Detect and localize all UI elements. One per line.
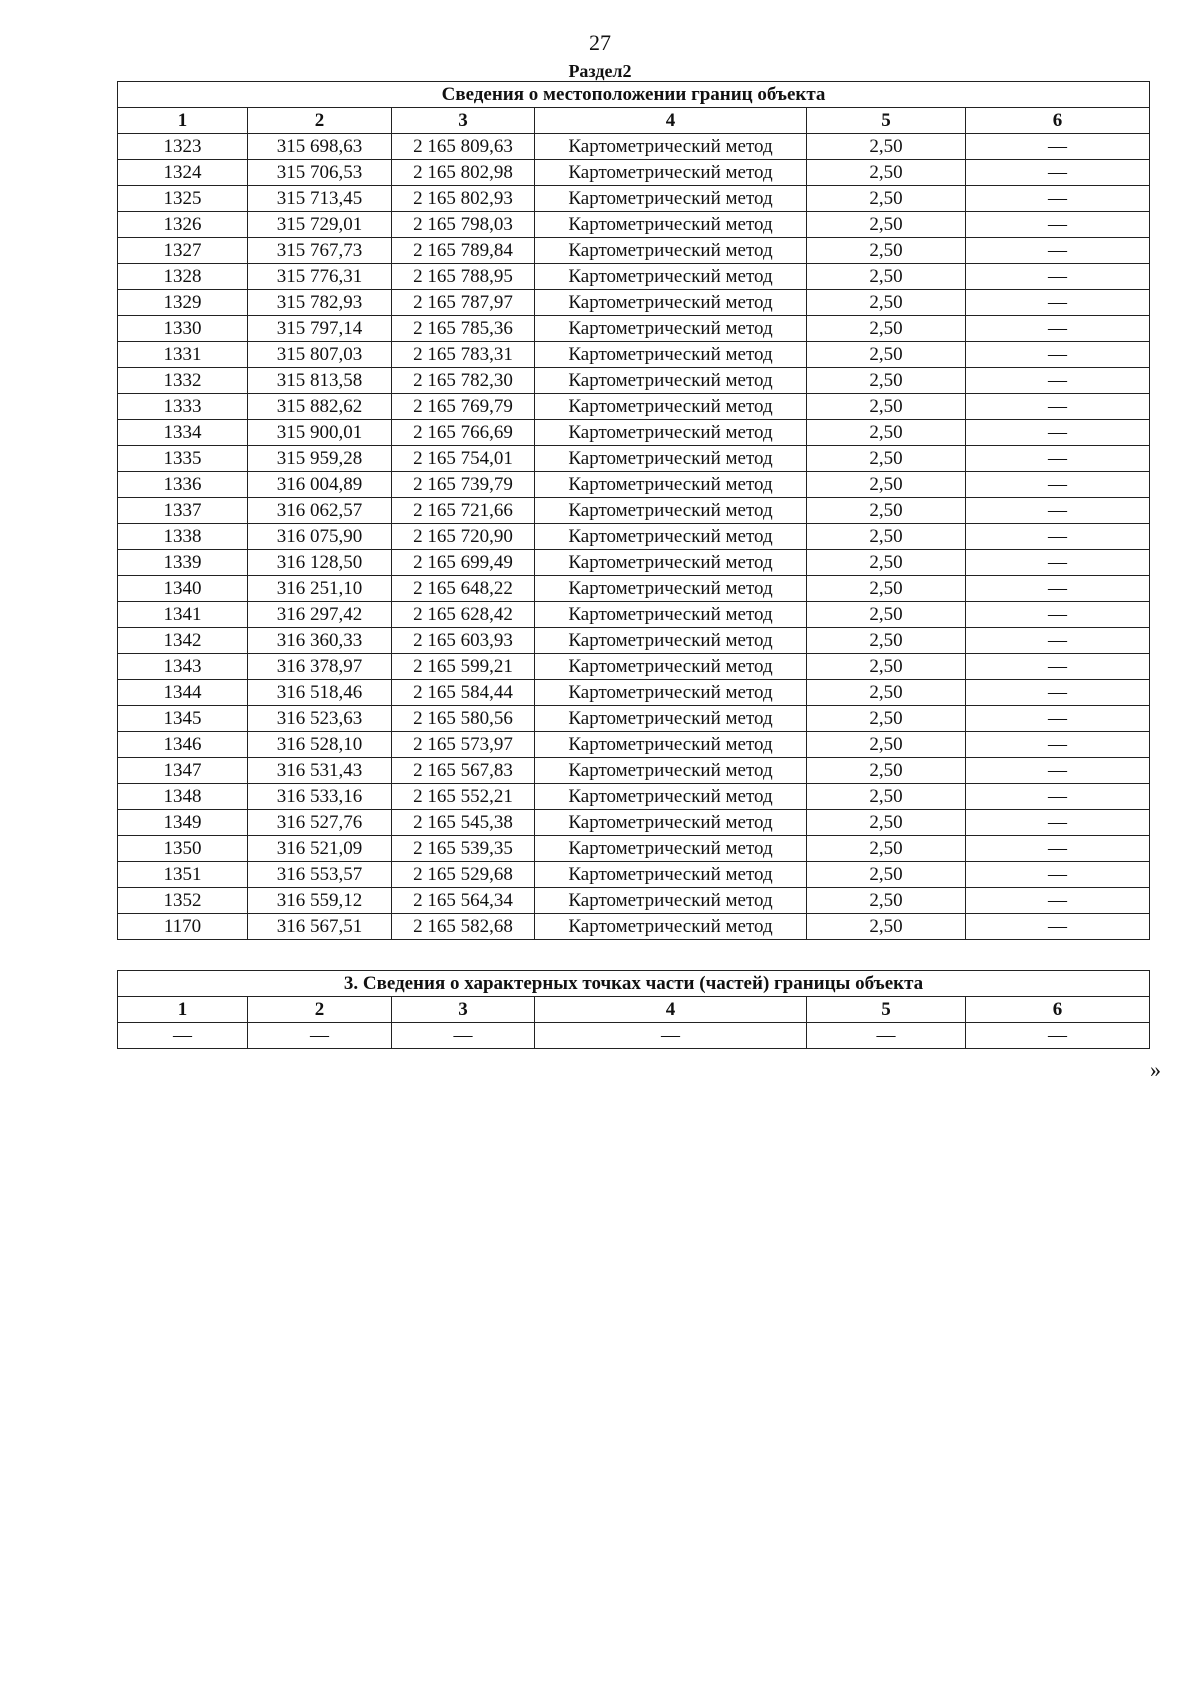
table-header-row xyxy=(118,108,1150,134)
table-cell: — xyxy=(966,602,1150,628)
table-cell: — xyxy=(966,732,1150,758)
table-cell: 2 165 599,21 xyxy=(392,654,535,680)
column-header: 5 xyxy=(807,997,966,1023)
table-cell: 316 527,76 xyxy=(248,810,392,836)
table-cell: — xyxy=(966,654,1150,680)
table-cell: 2,50 xyxy=(807,706,966,732)
table-cell: 315 782,93 xyxy=(248,290,392,316)
table-row xyxy=(118,758,1150,784)
table-row xyxy=(118,316,1150,342)
table-cell: 2,50 xyxy=(807,290,966,316)
table-cell: 2 165 545,38 xyxy=(392,810,535,836)
column-header: 6 xyxy=(966,997,1150,1023)
table-cell: 315 706,53 xyxy=(248,160,392,186)
table-cell: 315 729,01 xyxy=(248,212,392,238)
table-cell: — xyxy=(966,758,1150,784)
table-cell: Картометрический метод xyxy=(535,446,807,472)
table-cell: Картометрический метод xyxy=(535,914,807,940)
table-cell: — xyxy=(966,238,1150,264)
column-header: 3 xyxy=(392,997,535,1023)
table-cell: Картометрический метод xyxy=(535,498,807,524)
table-cell: 2,50 xyxy=(807,368,966,394)
table-cell: 2,50 xyxy=(807,498,966,524)
table-cell: 1334 xyxy=(118,420,248,446)
table-cell: 2 165 754,01 xyxy=(392,446,535,472)
table-cell: 1332 xyxy=(118,368,248,394)
table-cell: — xyxy=(966,342,1150,368)
boundary-location-table xyxy=(117,81,1150,940)
table-cell: 2,50 xyxy=(807,420,966,446)
table-cell: 2 165 769,79 xyxy=(392,394,535,420)
table-cell: — xyxy=(966,888,1150,914)
table-cell: — xyxy=(966,810,1150,836)
table-cell: 2,50 xyxy=(807,784,966,810)
table-cell: 1350 xyxy=(118,836,248,862)
column-header: 4 xyxy=(535,108,807,134)
table-cell: 315 797,14 xyxy=(248,316,392,342)
table-cell: — xyxy=(966,316,1150,342)
table-cell: 1330 xyxy=(118,316,248,342)
table-cell: 2,50 xyxy=(807,576,966,602)
table-cell: 315 882,62 xyxy=(248,394,392,420)
table-cell: 2 165 564,34 xyxy=(392,888,535,914)
table-cell: 315 713,45 xyxy=(248,186,392,212)
table-cell: 2 165 787,97 xyxy=(392,290,535,316)
table-cell: 2 165 739,79 xyxy=(392,472,535,498)
table-cell: 1342 xyxy=(118,628,248,654)
table-row xyxy=(118,836,1150,862)
table-cell: 2,50 xyxy=(807,394,966,420)
table-cell: 2,50 xyxy=(807,914,966,940)
table-cell: 2 165 720,90 xyxy=(392,524,535,550)
table-cell: — xyxy=(392,1023,535,1049)
table-cell: 2 165 539,35 xyxy=(392,836,535,862)
table-row xyxy=(118,498,1150,524)
table-cell: Картометрический метод xyxy=(535,342,807,368)
table-cell: Картометрический метод xyxy=(535,836,807,862)
table-cell: Картометрический метод xyxy=(535,368,807,394)
table-cell: Картометрический метод xyxy=(535,186,807,212)
table-cell: — xyxy=(966,784,1150,810)
table-cell: 2 165 582,68 xyxy=(392,914,535,940)
table-cell: 2 165 783,31 xyxy=(392,342,535,368)
table-cell: 2,50 xyxy=(807,472,966,498)
table-cell: 2,50 xyxy=(807,862,966,888)
table-cell: 2,50 xyxy=(807,758,966,784)
table-cell: Картометрический метод xyxy=(535,784,807,810)
table-cell: 1326 xyxy=(118,212,248,238)
table-caption: Сведения о местоположении границ объекта xyxy=(118,82,1150,108)
table-cell: 2,50 xyxy=(807,836,966,862)
table-row xyxy=(118,186,1150,212)
table-row xyxy=(118,784,1150,810)
table-cell: 2 165 782,30 xyxy=(392,368,535,394)
table-cell: — xyxy=(966,472,1150,498)
table-cell: 316 297,42 xyxy=(248,602,392,628)
table-cell: — xyxy=(248,1023,392,1049)
table-cell: 1351 xyxy=(118,862,248,888)
table-cell: Картометрический метод xyxy=(535,758,807,784)
table-cell: 2 165 785,36 xyxy=(392,316,535,342)
table-cell: 2 165 580,56 xyxy=(392,706,535,732)
table-cell: 2,50 xyxy=(807,264,966,290)
table-cell: Картометрический метод xyxy=(535,316,807,342)
table-cell: 2,50 xyxy=(807,446,966,472)
table-cell: Картометрический метод xyxy=(535,524,807,550)
table-cell: — xyxy=(966,394,1150,420)
table-cell: 316 533,16 xyxy=(248,784,392,810)
table-cell: 1335 xyxy=(118,446,248,472)
table-cell: 1343 xyxy=(118,654,248,680)
table-cell: Картометрический метод xyxy=(535,394,807,420)
table-cell: 316 531,43 xyxy=(248,758,392,784)
table-row xyxy=(118,160,1150,186)
table-cell: Картометрический метод xyxy=(535,420,807,446)
table-caption-row xyxy=(118,82,1150,108)
table-cell: — xyxy=(966,836,1150,862)
table-row xyxy=(118,914,1150,940)
table-cell: 316 523,63 xyxy=(248,706,392,732)
table-header-row xyxy=(118,997,1150,1023)
table-row xyxy=(118,810,1150,836)
column-header: 2 xyxy=(248,108,392,134)
table-cell: 1344 xyxy=(118,680,248,706)
table-cell: 2,50 xyxy=(807,602,966,628)
table-row xyxy=(118,446,1150,472)
table-caption: 3. Сведения о характерных точках части (частей) границы объекта xyxy=(118,971,1150,997)
table-cell: 2,50 xyxy=(807,888,966,914)
table-row xyxy=(118,238,1150,264)
table-cell: Картометрический метод xyxy=(535,602,807,628)
table-cell: 2 165 721,66 xyxy=(392,498,535,524)
table-cell: 316 567,51 xyxy=(248,914,392,940)
table-cell: 316 521,09 xyxy=(248,836,392,862)
table-cell: 1345 xyxy=(118,706,248,732)
table-cell: 316 075,90 xyxy=(248,524,392,550)
table-row xyxy=(118,394,1150,420)
table-cell: Картометрический метод xyxy=(535,862,807,888)
table-cell: 1338 xyxy=(118,524,248,550)
table-cell: Картометрический метод xyxy=(535,264,807,290)
table-cell: 1337 xyxy=(118,498,248,524)
table-cell: Картометрический метод xyxy=(535,680,807,706)
table-cell: 1341 xyxy=(118,602,248,628)
column-header: 5 xyxy=(807,108,966,134)
table-cell: 315 776,31 xyxy=(248,264,392,290)
table-row xyxy=(118,680,1150,706)
table-cell: Картометрический метод xyxy=(535,810,807,836)
column-header: 4 xyxy=(535,997,807,1023)
table-cell: 1333 xyxy=(118,394,248,420)
table-cell: 316 128,50 xyxy=(248,550,392,576)
table-cell: — xyxy=(966,576,1150,602)
table-cell: Картометрический метод xyxy=(535,654,807,680)
table-cell: 2,50 xyxy=(807,186,966,212)
table-cell: 2 165 628,42 xyxy=(392,602,535,628)
table-row xyxy=(118,290,1150,316)
table-cell: — xyxy=(966,420,1150,446)
table-cell: — xyxy=(966,524,1150,550)
table-row xyxy=(118,576,1150,602)
table-cell: 2 165 802,98 xyxy=(392,160,535,186)
table-cell: — xyxy=(966,1023,1150,1049)
table-cell: — xyxy=(966,186,1150,212)
table-cell: 2,50 xyxy=(807,810,966,836)
table-cell: 316 062,57 xyxy=(248,498,392,524)
table-cell: — xyxy=(807,1023,966,1049)
table-cell: 2,50 xyxy=(807,160,966,186)
table-cell: 315 698,63 xyxy=(248,134,392,160)
table-cell: 2,50 xyxy=(807,732,966,758)
table-cell: — xyxy=(966,914,1150,940)
table-cell: 2 165 809,63 xyxy=(392,134,535,160)
column-header: 1 xyxy=(118,108,248,134)
table-cell: — xyxy=(966,160,1150,186)
table-cell: — xyxy=(966,368,1150,394)
table-cell: 316 360,33 xyxy=(248,628,392,654)
table-cell: 2 165 603,93 xyxy=(392,628,535,654)
table-cell: 2,50 xyxy=(807,342,966,368)
table-cell: 1347 xyxy=(118,758,248,784)
table-cell: 1328 xyxy=(118,264,248,290)
table-cell: — xyxy=(966,706,1150,732)
table-row xyxy=(118,524,1150,550)
table-cell: Картометрический метод xyxy=(535,888,807,914)
table-cell: — xyxy=(535,1023,807,1049)
table-cell: 316 378,97 xyxy=(248,654,392,680)
table-cell: Картометрический метод xyxy=(535,472,807,498)
table-cell: Картометрический метод xyxy=(535,238,807,264)
table-cell: — xyxy=(966,264,1150,290)
table-row xyxy=(118,654,1150,680)
table-cell: 315 767,73 xyxy=(248,238,392,264)
table-cell: 1170 xyxy=(118,914,248,940)
table-cell: 2 165 567,83 xyxy=(392,758,535,784)
table-cell: 2,50 xyxy=(807,680,966,706)
table-cell: — xyxy=(966,446,1150,472)
table-cell: 1349 xyxy=(118,810,248,836)
table-cell: Картометрический метод xyxy=(535,134,807,160)
table-cell: 315 900,01 xyxy=(248,420,392,446)
page-number: 27 xyxy=(589,30,611,55)
table-cell: 2,50 xyxy=(807,316,966,342)
table-cell: — xyxy=(966,628,1150,654)
table-cell: 2 165 798,03 xyxy=(392,212,535,238)
table-cell: 315 813,58 xyxy=(248,368,392,394)
table-cell: 2,50 xyxy=(807,238,966,264)
table-cell: 2 165 552,21 xyxy=(392,784,535,810)
table-cell: 1339 xyxy=(118,550,248,576)
table-row xyxy=(118,862,1150,888)
table-cell: 1327 xyxy=(118,238,248,264)
table-cell: 1336 xyxy=(118,472,248,498)
table-cell: 2 165 766,69 xyxy=(392,420,535,446)
table-cell: 2,50 xyxy=(807,134,966,160)
table-cell: Картометрический метод xyxy=(535,550,807,576)
table-cell: 316 004,89 xyxy=(248,472,392,498)
table-row xyxy=(118,342,1150,368)
table-cell: 1346 xyxy=(118,732,248,758)
column-header: 2 xyxy=(248,997,392,1023)
table-cell: — xyxy=(966,862,1150,888)
column-header: 6 xyxy=(966,108,1150,134)
table-row xyxy=(118,602,1150,628)
table-cell: 1340 xyxy=(118,576,248,602)
table-cell: — xyxy=(966,212,1150,238)
table-cell: 316 559,12 xyxy=(248,888,392,914)
table-cell: 316 518,46 xyxy=(248,680,392,706)
table-row xyxy=(118,212,1150,238)
table-cell: Картометрический метод xyxy=(535,628,807,654)
table-cell: 1348 xyxy=(118,784,248,810)
table-cell: 2 165 699,49 xyxy=(392,550,535,576)
table-cell: Картометрический метод xyxy=(535,212,807,238)
table-cell: — xyxy=(966,134,1150,160)
table-cell: — xyxy=(966,290,1150,316)
table-row xyxy=(118,732,1150,758)
table-cell: 2 165 789,84 xyxy=(392,238,535,264)
table-cell: 2,50 xyxy=(807,524,966,550)
table-row xyxy=(118,550,1150,576)
table-cell: Картометрический метод xyxy=(535,576,807,602)
table-row xyxy=(118,1023,1150,1049)
table-cell: 315 807,03 xyxy=(248,342,392,368)
table-cell: — xyxy=(966,498,1150,524)
table-cell: 316 528,10 xyxy=(248,732,392,758)
table-row xyxy=(118,472,1150,498)
table-cell: 316 553,57 xyxy=(248,862,392,888)
table-cell: 2,50 xyxy=(807,212,966,238)
table-row xyxy=(118,706,1150,732)
table-cell: 1323 xyxy=(118,134,248,160)
table-row xyxy=(118,888,1150,914)
part-points-table xyxy=(117,970,1150,1049)
table-cell: Картометрический метод xyxy=(535,706,807,732)
table-row xyxy=(118,368,1150,394)
table-caption-row xyxy=(118,971,1150,997)
table-row xyxy=(118,420,1150,446)
column-header: 3 xyxy=(392,108,535,134)
closing-quote-mark: » xyxy=(1150,1057,1161,1082)
table-cell: 2,50 xyxy=(807,550,966,576)
table-row xyxy=(118,134,1150,160)
table-cell: — xyxy=(118,1023,248,1049)
table-cell: 2 165 802,93 xyxy=(392,186,535,212)
table-cell: 1325 xyxy=(118,186,248,212)
table-cell: 316 251,10 xyxy=(248,576,392,602)
table-cell: 2 165 788,95 xyxy=(392,264,535,290)
section-title: Раздел2 xyxy=(568,61,632,81)
table-cell: 1329 xyxy=(118,290,248,316)
table-cell: 2 165 584,44 xyxy=(392,680,535,706)
table-cell: 315 959,28 xyxy=(248,446,392,472)
table-row xyxy=(118,264,1150,290)
column-header: 1 xyxy=(118,997,248,1023)
table-cell: 2 165 529,68 xyxy=(392,862,535,888)
table-cell: 2 165 648,22 xyxy=(392,576,535,602)
table-cell: Картометрический метод xyxy=(535,732,807,758)
table-row xyxy=(118,628,1150,654)
table-cell: 2,50 xyxy=(807,654,966,680)
table-cell: 2,50 xyxy=(807,628,966,654)
table-cell: 1352 xyxy=(118,888,248,914)
table-cell: — xyxy=(966,550,1150,576)
table-cell: 1331 xyxy=(118,342,248,368)
table-cell: Картометрический метод xyxy=(535,290,807,316)
table-cell: 1324 xyxy=(118,160,248,186)
table-cell: 2 165 573,97 xyxy=(392,732,535,758)
table-cell: Картометрический метод xyxy=(535,160,807,186)
table-cell: — xyxy=(966,680,1150,706)
